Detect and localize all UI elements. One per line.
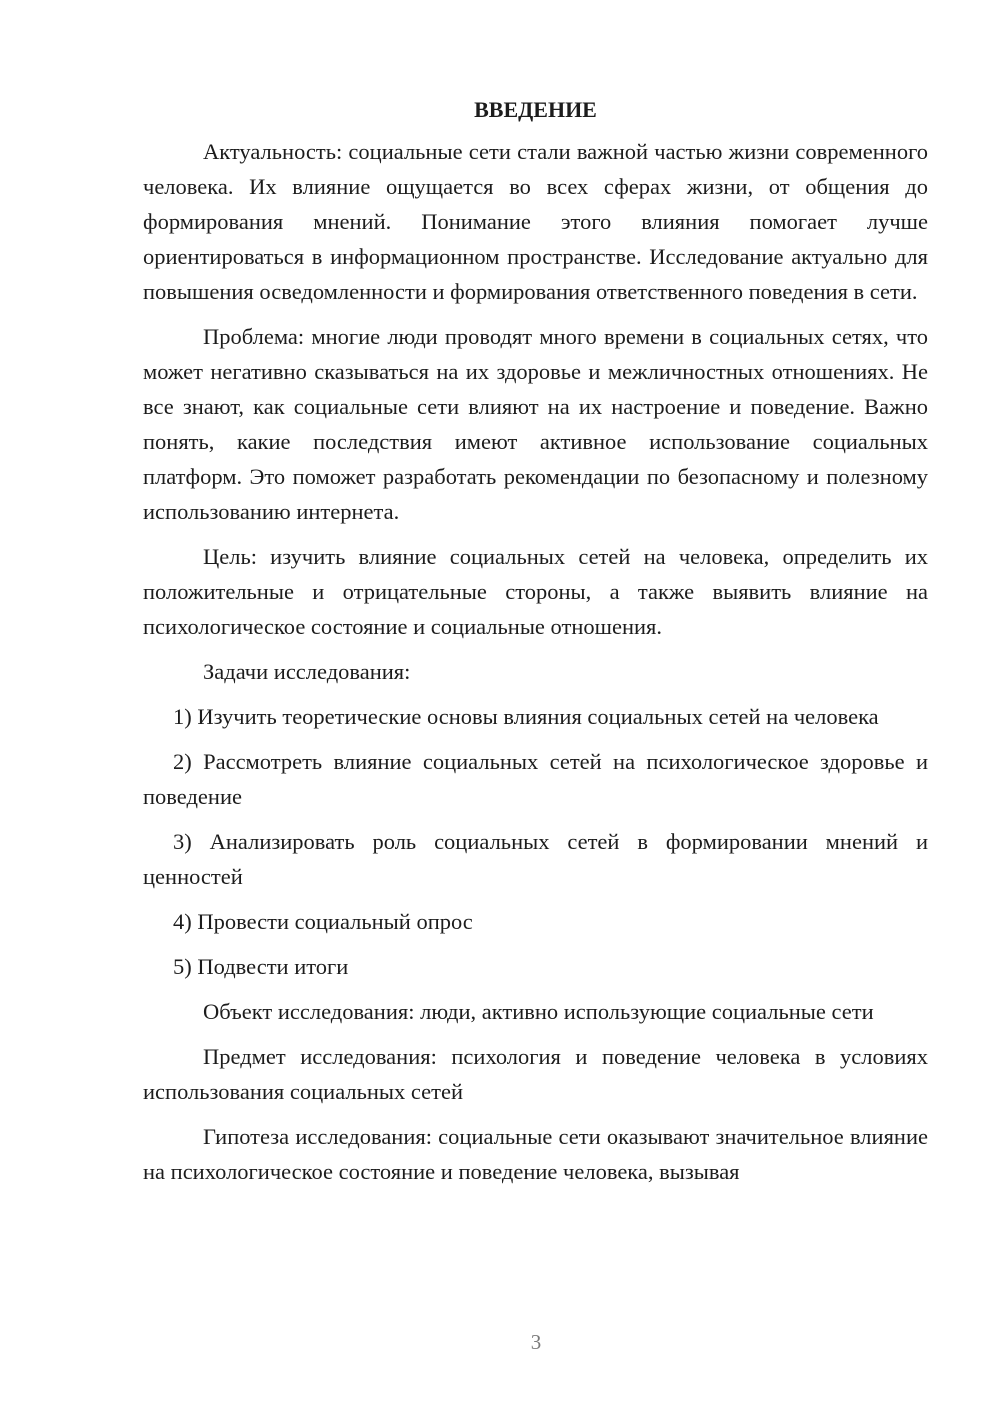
tasks-heading: Задачи исследования: xyxy=(203,659,411,684)
task-item: 3) Анализировать роль социальных сетей в формировании мнений и ценностей xyxy=(143,829,928,889)
page-number: 3 xyxy=(530,1330,542,1354)
task-item: 1) Изучить теоретические основы влияния социальных сетей на человека xyxy=(173,704,879,729)
paragraph-relevance: Актуальность: социальные сети стали важной частью жизни современного человека. Их влияние ощущается во всех сферах жизни, от общения до формирования мнений. Понимание этого влияния помогает лучше ориентироваться в информационном пространстве. Исследование актуально для повышения осведомленности и формирования ответственного поведения в сети. xyxy=(143,139,928,304)
paragraph-subject: Предмет исследования: психология и поведение человека в условиях использования социальных сетей xyxy=(143,1044,928,1104)
paragraph-goal: Цель: изучить влияние социальных сетей на человека, определить их положительные и отрицательные стороны, а также выявить влияние на психологическое состояние и социальные отношения. xyxy=(143,544,928,639)
task-item: 5) Подвести итоги xyxy=(173,954,349,979)
section-title: ВВЕДЕНИЕ xyxy=(474,97,597,122)
paragraph-object: Объект исследования: люди, активно использующие социальные сети xyxy=(203,999,874,1024)
task-item: 2) Рассмотреть влияние социальных сетей на психологическое здоровье и поведение xyxy=(143,749,928,809)
task-item: 4) Провести социальный опрос xyxy=(173,909,473,934)
document-page xyxy=(143,92,928,1199)
paragraph-problem: Проблема: многие люди проводят много времени в социальных сетях, что может негативно сказываться на их здоровье и межличностных отношениях. Не все знают, как социальные сети влияют на их настроение и поведение. Важно понять, какие последствия имеют активное использование социальных платформ. Это поможет разработать рекомендации по безопасному и полезному использованию интернета. xyxy=(143,324,928,524)
paragraph-hypothesis: Гипотеза исследования: социальные сети оказывают значительное влияние на психологическое состояние и поведение человека, вызывая xyxy=(143,1124,928,1184)
